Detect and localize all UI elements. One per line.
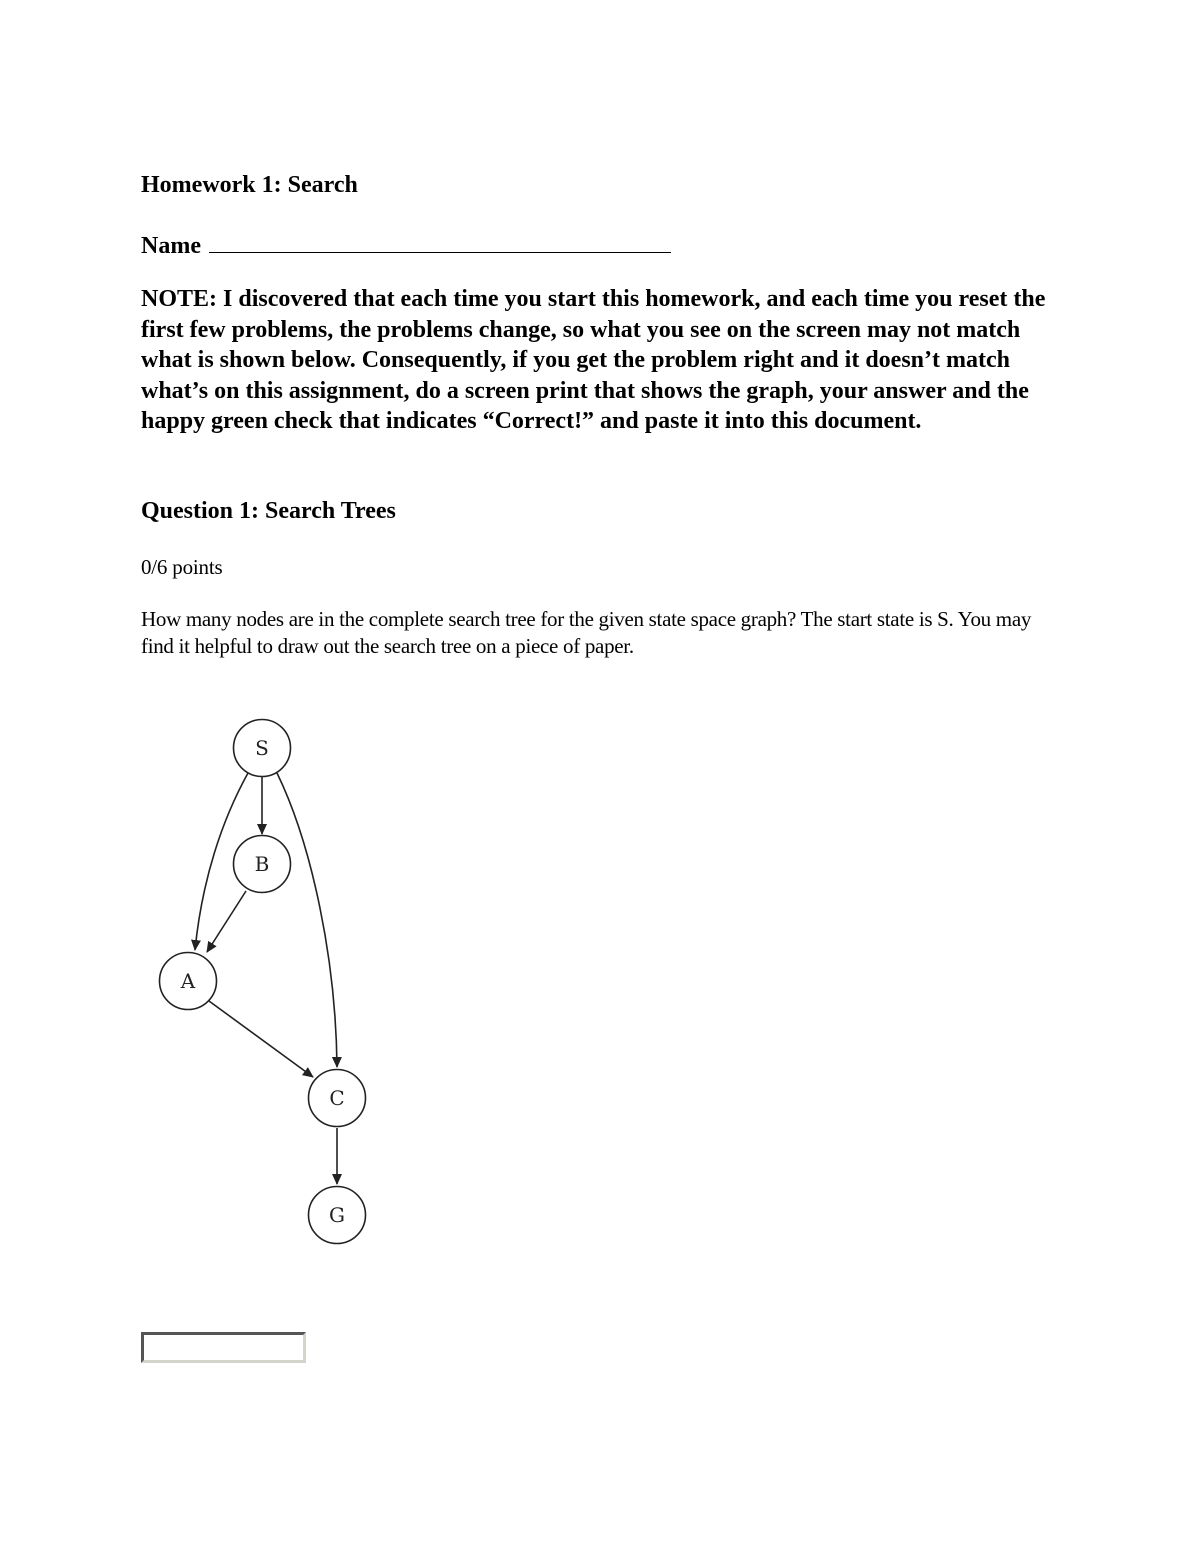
name-label: Name <box>141 233 201 259</box>
node-label-g: G <box>329 1203 345 1227</box>
graph-node-s <box>234 720 291 777</box>
node-label-b: B <box>254 852 270 876</box>
graph-node-c <box>309 1070 366 1127</box>
node-label-c: C <box>329 1086 345 1110</box>
node-label-s: S <box>255 736 269 760</box>
homework-title: Homework 1: Search <box>141 172 358 198</box>
graph-node-g <box>309 1187 366 1244</box>
question-prompt: How many nodes are in the complete search tree for the given state space graph? The start state is S. You may find it helpful to draw out the search tree on a piece of paper. <box>141 607 1032 658</box>
edge-a-c <box>209 1001 313 1077</box>
graph-node-a <box>160 953 217 1010</box>
node-label-a: A <box>180 969 196 993</box>
edge-b-a <box>207 891 246 952</box>
graph-node-b <box>234 836 291 893</box>
note-paragraph: NOTE: I discovered that each time you start this homework, and each time you reset the first few problems, the problems change, so what you see on the screen may not match what is shown below. Consequently, if you get the problem right and it doesn’t match what’s on this assignment, do a screen print that shows the graph, your answer and the happy green check that indicates “Correct!” and paste it into this document. <box>141 286 1046 434</box>
question-title: Question 1: Search Trees <box>141 498 396 524</box>
answer-input[interactable] <box>141 1332 306 1363</box>
question-points: 0/6 points <box>141 555 223 579</box>
edge-s-c <box>277 773 337 1067</box>
